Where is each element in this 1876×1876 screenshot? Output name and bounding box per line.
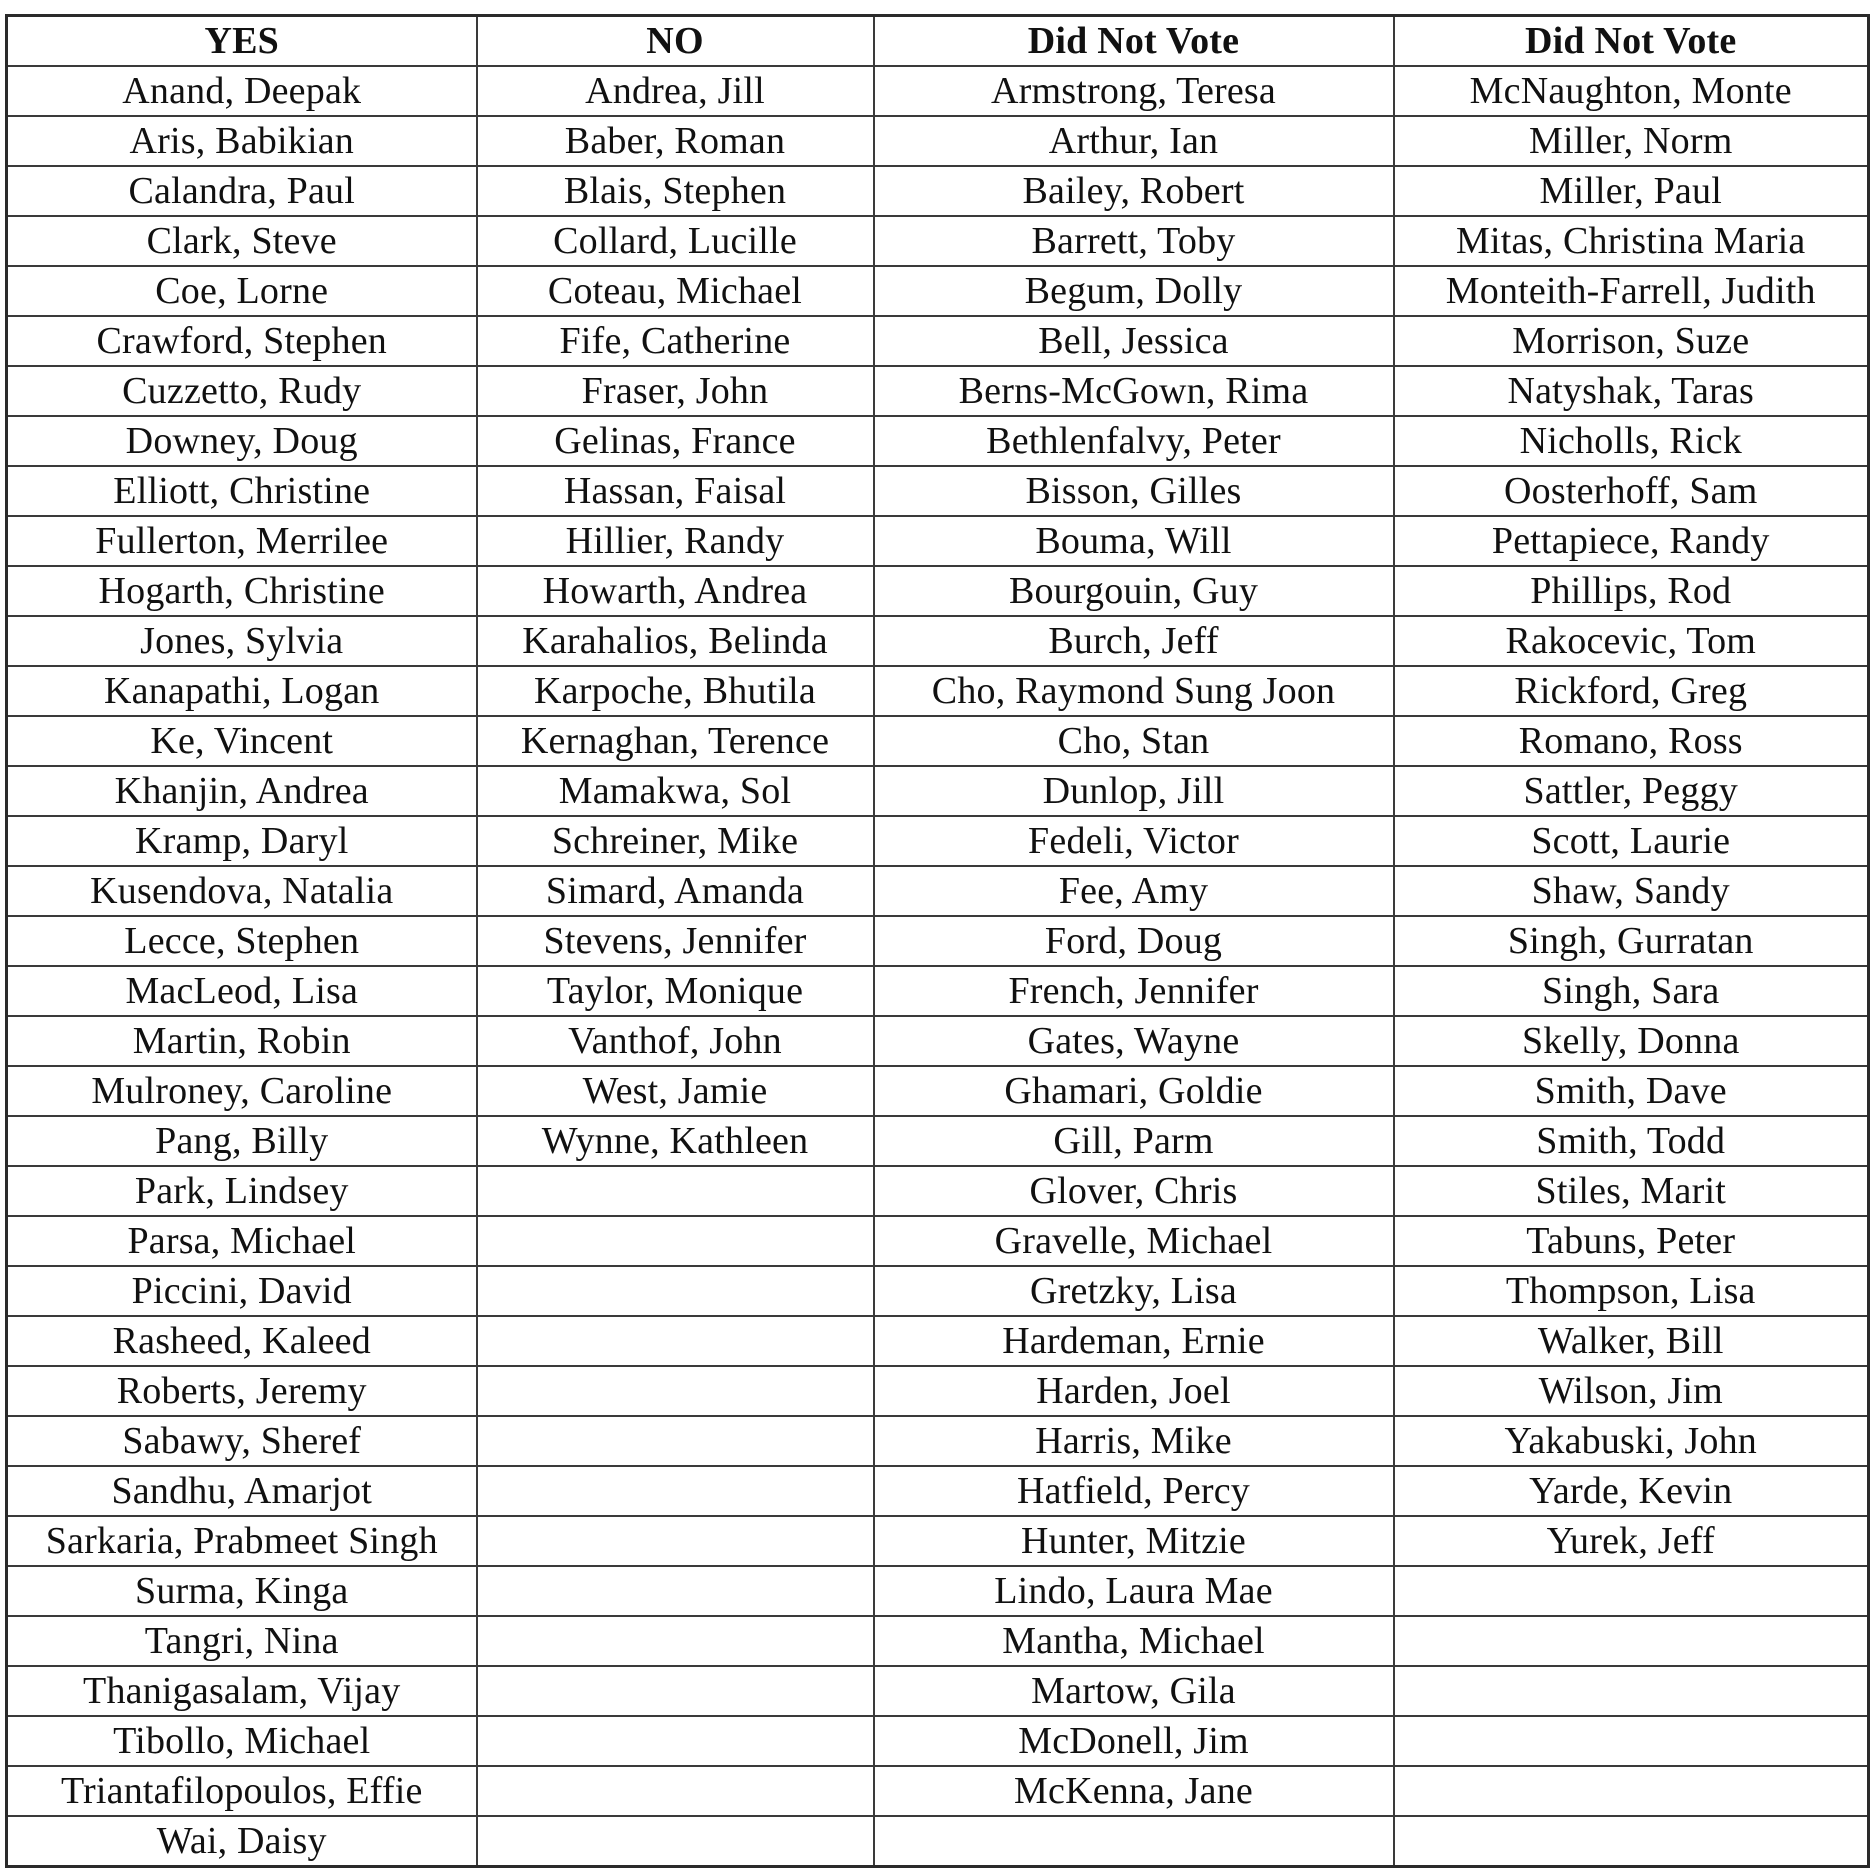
column-header-did-not-vote: Did Not Vote [874, 16, 1394, 67]
did-not-vote-cell-2 [1394, 1766, 1869, 1816]
did-not-vote-cell-2: Nicholls, Rick [1394, 416, 1869, 466]
table-row [7, 466, 1869, 516]
no-cell: Wynne, Kathleen [477, 1116, 874, 1166]
no-cell [477, 1716, 874, 1766]
table-row [7, 916, 1869, 966]
vote-table-header [7, 16, 1869, 67]
did-not-vote-cell: Armstrong, Teresa [874, 66, 1394, 116]
table-row [7, 1216, 1869, 1266]
did-not-vote-cell: Harris, Mike [874, 1416, 1394, 1466]
did-not-vote-cell-2: Pettapiece, Randy [1394, 516, 1869, 566]
did-not-vote-cell-2: Scott, Laurie [1394, 816, 1869, 866]
did-not-vote-cell-2: Yarde, Kevin [1394, 1466, 1869, 1516]
table-row [7, 1666, 1869, 1716]
did-not-vote-cell: Fee, Amy [874, 866, 1394, 916]
no-cell: Hillier, Randy [477, 516, 874, 566]
yes-cell: Sarkaria, Prabmeet Singh [7, 1516, 477, 1566]
yes-cell: Sandhu, Amarjot [7, 1466, 477, 1516]
table-row [7, 1416, 1869, 1466]
yes-cell: Roberts, Jeremy [7, 1366, 477, 1416]
no-cell [477, 1316, 874, 1366]
yes-cell: Triantafilopoulos, Effie [7, 1766, 477, 1816]
no-cell [477, 1216, 874, 1266]
yes-cell: Ke, Vincent [7, 716, 477, 766]
did-not-vote-cell: McDonell, Jim [874, 1716, 1394, 1766]
table-row [7, 1016, 1869, 1066]
did-not-vote-cell-2: Phillips, Rod [1394, 566, 1869, 616]
table-row [7, 766, 1869, 816]
column-header-no: NO [477, 16, 874, 67]
did-not-vote-cell-2: Shaw, Sandy [1394, 866, 1869, 916]
table-row [7, 816, 1869, 866]
table-row [7, 1816, 1869, 1867]
did-not-vote-cell: Fedeli, Victor [874, 816, 1394, 866]
did-not-vote-cell: Ghamari, Goldie [874, 1066, 1394, 1116]
did-not-vote-cell: Harden, Joel [874, 1366, 1394, 1416]
table-row [7, 1066, 1869, 1116]
yes-cell: Coe, Lorne [7, 266, 477, 316]
did-not-vote-cell: Dunlop, Jill [874, 766, 1394, 816]
did-not-vote-cell: Cho, Raymond Sung Joon [874, 666, 1394, 716]
yes-cell: Rasheed, Kaleed [7, 1316, 477, 1366]
yes-cell: Pang, Billy [7, 1116, 477, 1166]
no-cell [477, 1266, 874, 1316]
yes-cell: Khanjin, Andrea [7, 766, 477, 816]
did-not-vote-cell-2: Mitas, Christina Maria [1394, 216, 1869, 266]
did-not-vote-cell-2: Yakabuski, John [1394, 1416, 1869, 1466]
did-not-vote-cell: Martow, Gila [874, 1666, 1394, 1716]
yes-cell: Elliott, Christine [7, 466, 477, 516]
did-not-vote-cell: McKenna, Jane [874, 1766, 1394, 1816]
did-not-vote-cell: Bell, Jessica [874, 316, 1394, 366]
yes-cell: Lecce, Stephen [7, 916, 477, 966]
no-cell [477, 1166, 874, 1216]
did-not-vote-cell-2: Miller, Norm [1394, 116, 1869, 166]
no-cell: Karpoche, Bhutila [477, 666, 874, 716]
table-row [7, 966, 1869, 1016]
yes-cell: Jones, Sylvia [7, 616, 477, 666]
no-cell [477, 1416, 874, 1466]
table-row [7, 866, 1869, 916]
did-not-vote-cell-2: Miller, Paul [1394, 166, 1869, 216]
no-cell: Schreiner, Mike [477, 816, 874, 866]
did-not-vote-cell: Cho, Stan [874, 716, 1394, 766]
column-header-did-not-vote-2: Did Not Vote [1394, 16, 1869, 67]
did-not-vote-cell-2: Sattler, Peggy [1394, 766, 1869, 816]
no-cell: Fraser, John [477, 366, 874, 416]
did-not-vote-cell-2: Rickford, Greg [1394, 666, 1869, 716]
did-not-vote-cell-2: Morrison, Suze [1394, 316, 1869, 366]
did-not-vote-cell-2: Yurek, Jeff [1394, 1516, 1869, 1566]
yes-cell: Cuzzetto, Rudy [7, 366, 477, 416]
no-cell: Mamakwa, Sol [477, 766, 874, 816]
did-not-vote-cell-2: Rakocevic, Tom [1394, 616, 1869, 666]
no-cell: Hassan, Faisal [477, 466, 874, 516]
table-row [7, 316, 1869, 366]
yes-cell: Kanapathi, Logan [7, 666, 477, 716]
did-not-vote-cell-2: Thompson, Lisa [1394, 1266, 1869, 1316]
did-not-vote-cell-2: Tabuns, Peter [1394, 1216, 1869, 1266]
table-row [7, 1566, 1869, 1616]
did-not-vote-cell-2: Oosterhoff, Sam [1394, 466, 1869, 516]
yes-cell: Park, Lindsey [7, 1166, 477, 1216]
no-cell: Baber, Roman [477, 116, 874, 166]
no-cell: Gelinas, France [477, 416, 874, 466]
table-row [7, 1516, 1869, 1566]
no-cell [477, 1466, 874, 1516]
did-not-vote-cell-2: Smith, Todd [1394, 1116, 1869, 1166]
no-cell [477, 1766, 874, 1816]
table-row [7, 1166, 1869, 1216]
no-cell: Collard, Lucille [477, 216, 874, 266]
did-not-vote-cell-2 [1394, 1666, 1869, 1716]
column-header-yes: YES [7, 16, 477, 67]
yes-cell: Calandra, Paul [7, 166, 477, 216]
yes-cell: Kusendova, Natalia [7, 866, 477, 916]
did-not-vote-cell-2: Natyshak, Taras [1394, 366, 1869, 416]
yes-cell: Thanigasalam, Vijay [7, 1666, 477, 1716]
table-row [7, 516, 1869, 566]
did-not-vote-cell [874, 1816, 1394, 1867]
did-not-vote-cell: Gill, Parm [874, 1116, 1394, 1166]
did-not-vote-cell: Ford, Doug [874, 916, 1394, 966]
did-not-vote-cell: Bouma, Will [874, 516, 1394, 566]
yes-cell: Kramp, Daryl [7, 816, 477, 866]
no-cell: Karahalios, Belinda [477, 616, 874, 666]
table-row [7, 116, 1869, 166]
yes-cell: Crawford, Stephen [7, 316, 477, 366]
yes-cell: Martin, Robin [7, 1016, 477, 1066]
did-not-vote-cell: Bailey, Robert [874, 166, 1394, 216]
did-not-vote-cell: Begum, Dolly [874, 266, 1394, 316]
table-row [7, 416, 1869, 466]
vote-table [5, 14, 1870, 1868]
table-row [7, 716, 1869, 766]
did-not-vote-cell-2 [1394, 1616, 1869, 1666]
did-not-vote-cell-2: Wilson, Jim [1394, 1366, 1869, 1416]
yes-cell: Aris, Babikian [7, 116, 477, 166]
did-not-vote-cell: Lindo, Laura Mae [874, 1566, 1394, 1616]
did-not-vote-cell: Arthur, Ian [874, 116, 1394, 166]
table-row [7, 1766, 1869, 1816]
did-not-vote-cell: Gates, Wayne [874, 1016, 1394, 1066]
yes-cell: Tibollo, Michael [7, 1716, 477, 1766]
vote-record-sheet [5, 14, 1867, 1864]
did-not-vote-cell-2: Romano, Ross [1394, 716, 1869, 766]
table-row [7, 1366, 1869, 1416]
table-row [7, 1116, 1869, 1166]
no-cell: Vanthof, John [477, 1016, 874, 1066]
did-not-vote-cell-2: Stiles, Marit [1394, 1166, 1869, 1216]
no-cell: Stevens, Jennifer [477, 916, 874, 966]
did-not-vote-cell: Barrett, Toby [874, 216, 1394, 266]
did-not-vote-cell-2: Walker, Bill [1394, 1316, 1869, 1366]
yes-cell: MacLeod, Lisa [7, 966, 477, 1016]
yes-cell: Tangri, Nina [7, 1616, 477, 1666]
did-not-vote-cell-2: McNaughton, Monte [1394, 66, 1869, 116]
yes-cell: Anand, Deepak [7, 66, 477, 116]
table-row [7, 1266, 1869, 1316]
no-cell: Coteau, Michael [477, 266, 874, 316]
table-row [7, 66, 1869, 116]
did-not-vote-cell: Gretzky, Lisa [874, 1266, 1394, 1316]
no-cell: Fife, Catherine [477, 316, 874, 366]
no-cell [477, 1616, 874, 1666]
no-cell: Andrea, Jill [477, 66, 874, 116]
yes-cell: Wai, Daisy [7, 1816, 477, 1867]
did-not-vote-cell: Glover, Chris [874, 1166, 1394, 1216]
did-not-vote-cell: Burch, Jeff [874, 616, 1394, 666]
did-not-vote-cell: Bourgouin, Guy [874, 566, 1394, 616]
did-not-vote-cell-2: Singh, Sara [1394, 966, 1869, 1016]
did-not-vote-cell-2 [1394, 1566, 1869, 1616]
no-cell [477, 1816, 874, 1867]
header-row [7, 16, 1869, 67]
table-row [7, 266, 1869, 316]
did-not-vote-cell: Hunter, Mitzie [874, 1516, 1394, 1566]
did-not-vote-cell: Gravelle, Michael [874, 1216, 1394, 1266]
table-row [7, 1716, 1869, 1766]
table-row [7, 666, 1869, 716]
did-not-vote-cell: Bethlenfalvy, Peter [874, 416, 1394, 466]
table-row [7, 566, 1869, 616]
table-row [7, 1616, 1869, 1666]
did-not-vote-cell-2: Skelly, Donna [1394, 1016, 1869, 1066]
no-cell: Simard, Amanda [477, 866, 874, 916]
yes-cell: Sabawy, Sheref [7, 1416, 477, 1466]
did-not-vote-cell: Hatfield, Percy [874, 1466, 1394, 1516]
table-row [7, 1316, 1869, 1366]
no-cell: West, Jamie [477, 1066, 874, 1116]
did-not-vote-cell-2 [1394, 1816, 1869, 1867]
yes-cell: Parsa, Michael [7, 1216, 477, 1266]
yes-cell: Surma, Kinga [7, 1566, 477, 1616]
no-cell [477, 1516, 874, 1566]
table-row [7, 616, 1869, 666]
no-cell: Howarth, Andrea [477, 566, 874, 616]
vote-table-body [7, 66, 1869, 1867]
table-row [7, 1466, 1869, 1516]
yes-cell: Clark, Steve [7, 216, 477, 266]
yes-cell: Piccini, David [7, 1266, 477, 1316]
did-not-vote-cell: Berns-McGown, Rima [874, 366, 1394, 416]
table-row [7, 166, 1869, 216]
did-not-vote-cell: French, Jennifer [874, 966, 1394, 1016]
no-cell [477, 1566, 874, 1616]
did-not-vote-cell-2: Singh, Gurratan [1394, 916, 1869, 966]
table-row [7, 216, 1869, 266]
table-row [7, 366, 1869, 416]
no-cell [477, 1666, 874, 1716]
yes-cell: Fullerton, Merrilee [7, 516, 477, 566]
yes-cell: Mulroney, Caroline [7, 1066, 477, 1116]
did-not-vote-cell-2: Monteith-Farrell, Judith [1394, 266, 1869, 316]
no-cell [477, 1366, 874, 1416]
no-cell: Taylor, Monique [477, 966, 874, 1016]
did-not-vote-cell-2: Smith, Dave [1394, 1066, 1869, 1116]
did-not-vote-cell: Bisson, Gilles [874, 466, 1394, 516]
did-not-vote-cell-2 [1394, 1716, 1869, 1766]
no-cell: Blais, Stephen [477, 166, 874, 216]
no-cell: Kernaghan, Terence [477, 716, 874, 766]
yes-cell: Hogarth, Christine [7, 566, 477, 616]
did-not-vote-cell: Hardeman, Ernie [874, 1316, 1394, 1366]
did-not-vote-cell: Mantha, Michael [874, 1616, 1394, 1666]
yes-cell: Downey, Doug [7, 416, 477, 466]
